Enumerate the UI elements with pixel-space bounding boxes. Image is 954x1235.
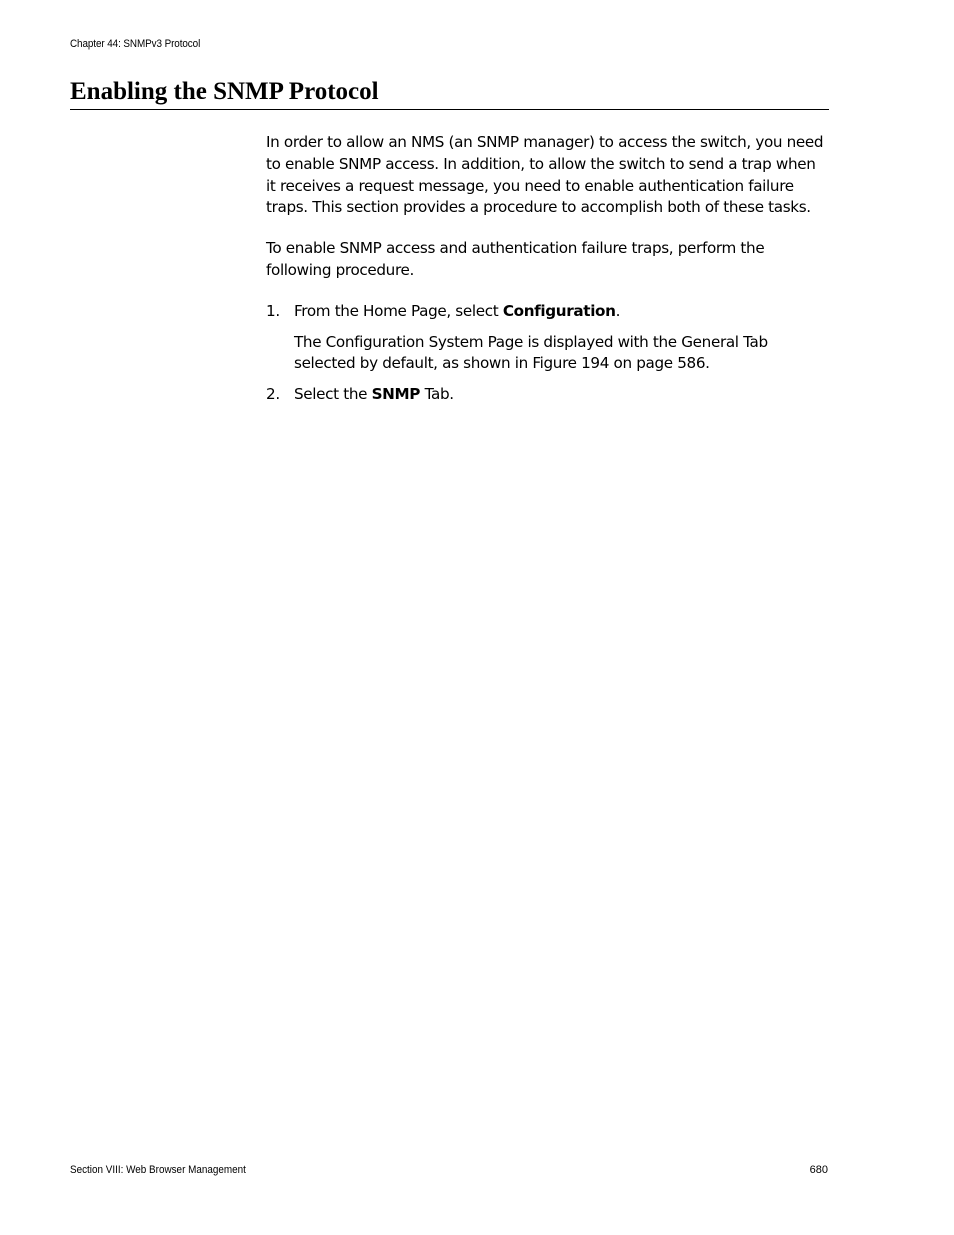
body-text [266,132,826,415]
step-text: From the Home Page, select [294,301,503,320]
step-emphasis: SNMP [371,385,421,404]
section-title: Enabling the SNMP Protocol [70,78,379,105]
intro-paragraph: In order to allow an NMS (an SNMP manager) to access the switch, you need to enable SNMP access. In addition, to allow the switch to send a trap when it receives a request message, you need to enable authentication failure traps. This section provides a procedure to accomplish both of these tasks. [266,133,824,217]
step-instruction [294,384,826,406]
page-number: 680 [809,1164,828,1176]
title-rule [70,109,829,110]
step-text-end: Tab. [420,385,454,404]
step-emphasis: Configuration [502,301,616,320]
running-header: Chapter 44: SNMPv3 Protocol [70,38,201,50]
procedure-intro-paragraph: To enable SNMP access and authentication failure traps, perform the following procedure. [266,239,765,279]
step-number: 2. [266,385,280,404]
procedure-steps [266,301,826,406]
step-instruction [294,301,826,323]
step-note: The Configuration System Page is displayed with the General Tab selected by default, as shown in Figure 194 on page 586. [294,332,768,373]
step-item [266,301,826,375]
step-item [266,384,826,406]
step-text-end: . [615,301,621,320]
step-number: 1. [266,301,280,320]
step-text: Select the [294,385,372,404]
running-footer-section: Section VIII: Web Browser Management [70,1164,246,1176]
